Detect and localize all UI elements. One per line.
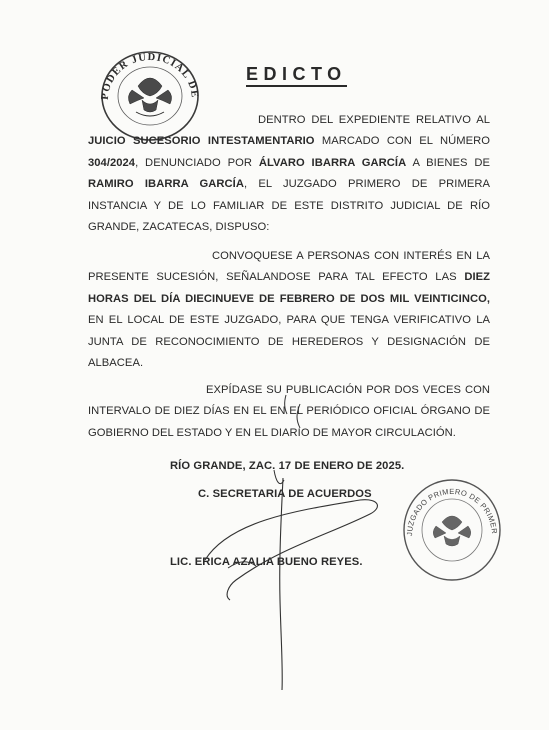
text-run: DENTRO DEL EXPEDIENTE RELATIVO AL <box>258 114 490 126</box>
signer-name: LIC. ERICA AZALIA BUENO REYES. <box>170 556 363 568</box>
bold-run: 304/2024 <box>88 156 136 169</box>
paragraph-convocatoria <box>88 246 490 374</box>
text-run: , EL JUZGADO PRIMERO DE PRIMERA INSTANCIA Y DE LO FAMILIAR DE ESTE DISTRITO JUDICIAL DE RÍO GRANDE, ZACATECAS, DISPUSO: <box>88 178 490 234</box>
text-run: EN EL LOCAL DE ESTE JUZGADO, PARA QUE TENGA VERIFICATIVO LA JUNTA DE RECONOCIMIENTO DE HEREDEROS Y DESIGNACIÓN DE ALBACEA. <box>88 314 490 370</box>
paragraph-3-text <box>88 384 490 439</box>
svg-text:PODER JUDICIAL DEL ESTADO · ZA <box>80 38 200 100</box>
bold-run: DIEZ HORAS DEL DÍA DIECINUEVE DE FEBRERO DE DOS MIL VEINTICINCO, <box>88 271 490 305</box>
paragraph-expediente <box>88 110 490 238</box>
text-run: CONVOQUESE A PERSONAS CON INTERÉS EN LA PRESENTE SUCESIÓN, SEÑALANDOSE PARA TAL EFECTO LAS <box>88 250 490 284</box>
paragraph-1-text <box>88 114 490 233</box>
document-title: EDICTO <box>246 64 347 87</box>
text-run: A BIENES DE <box>406 156 490 169</box>
bold-run: ÁLVARO IBARRA GARCÍA <box>258 156 407 169</box>
seal-top-text: PODER JUDICIAL DE <box>99 51 201 101</box>
paragraph-publicacion <box>88 380 490 444</box>
bold-run: JUICIO SUCESORIO INTESTAMENTARIO <box>88 135 315 148</box>
court-stamp-bottom <box>398 474 506 584</box>
paragraph-2-text <box>88 250 490 369</box>
text-run: EXPÍDASE SU PUBLICACIÓN POR DOS VECES CON INTERVALO DE DIEZ DÍAS EN EL EN EL PERIÓDICO OFICIAL ÓRGANO DE GOBIERNO DEL ESTADO Y EN EL DIARIO DE MAYOR CIRCULACIÓN. <box>88 384 490 439</box>
bold-run: RAMIRO IBARRA GARCÍA <box>88 178 244 191</box>
coat-of-arms-icon <box>398 474 506 584</box>
text-run: MARCADO CON EL NÚMERO <box>314 135 490 148</box>
text-run: , DENUNCIADO POR <box>135 156 259 169</box>
place-date: RÍO GRANDE, ZAC. 17 DE ENERO DE 2025. <box>170 460 405 472</box>
seal-bottom-text: JUZGADO PRIMERO DE PRIMER <box>404 486 500 537</box>
signer-role: C. SECRETARIA DE ACUERDOS <box>198 488 372 500</box>
